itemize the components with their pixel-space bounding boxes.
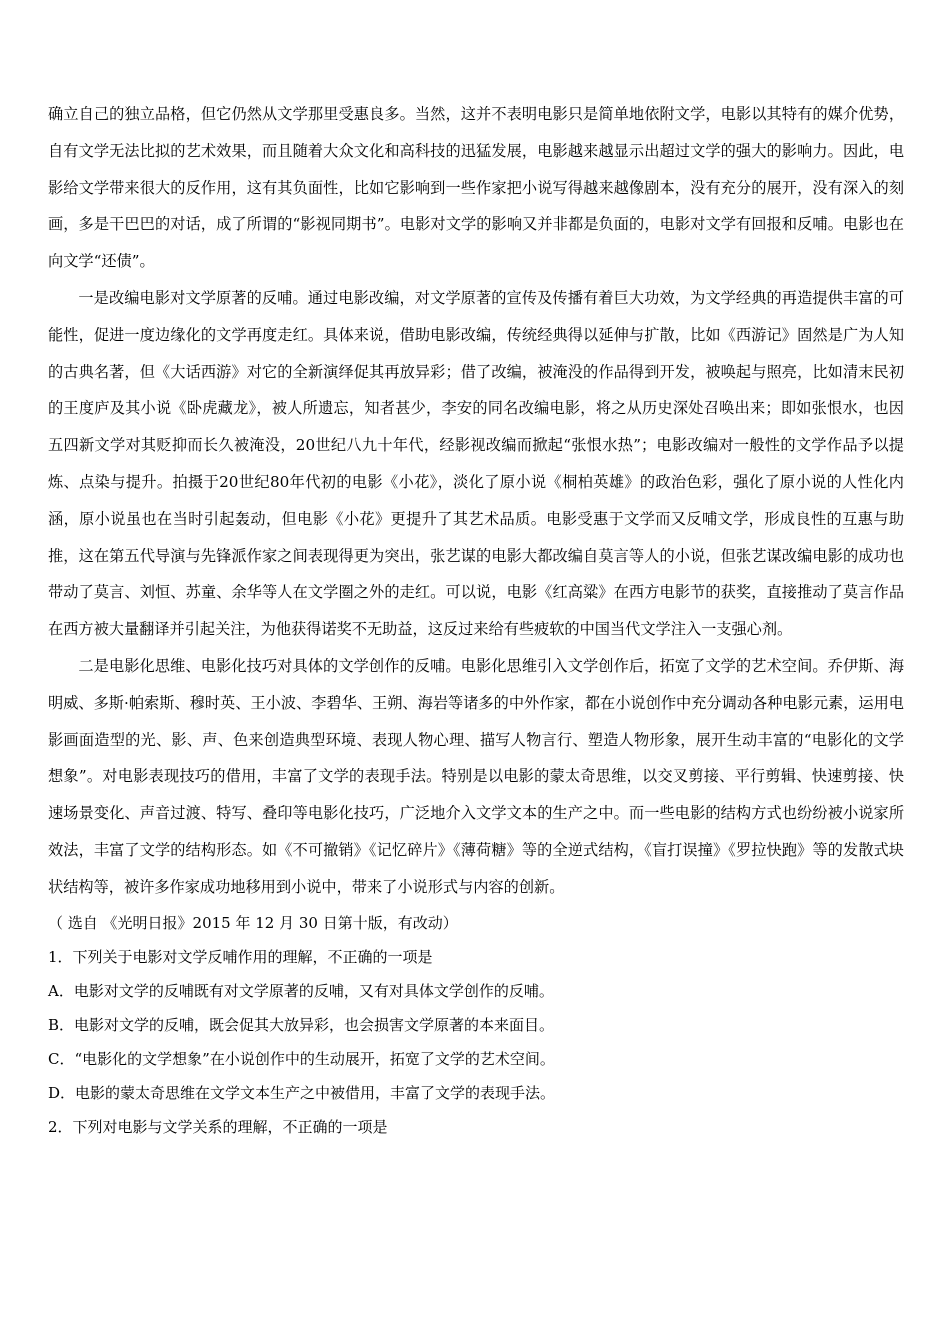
document-page (48, 96, 904, 1144)
question-1-option-d: D．电影的蒙太奇思维在文学文本生产之中被借用，丰富了文学的表现手法。 (48, 1083, 556, 1102)
question-1-option-a: A．电影对文学的反哺既有对文学原著的反哺，又有对具体文学创作的反哺。 (48, 981, 554, 1000)
article-paragraph-1: 确立自己的独立品格，但它仍然从文学那里受惠良多。当然，这并不表明电影只是简单地依附文学，电影以其特有的媒介优势，自有文学无法比拟的艺术效果，而且随着大众文化和高科技的迅猛发展，电影越来越显示出超过文学的强大的影响力。因此，电影给文学带来很大的反作用，这有其负面性，比如它影响到一些作家把小说写得越来越像剧本，没有充分的展开，没有深入的刻画，多是干巴巴的对话，成了所谓的“影视同期书”。电影对文学的影响又并非都是负面的，电影对文学有回报和反哺。电影也在向文学“还债”。 (48, 105, 904, 271)
question-1 (48, 940, 904, 1110)
question-2 (48, 1110, 904, 1144)
question-2-stem: 2．下列对电影与文学关系的理解，不正确的一项是 (48, 1117, 388, 1136)
article-paragraph-3: 二是电影化思维、电影化技巧对具体的文学创作的反哺。电影化思维引入文学创作后，拓宽了文学的艺术空间。乔伊斯、海明威、多斯·帕索斯、穆时英、王小波、李碧华、王朔、海岩等诸多的中外作家，都在小说创作中充分调动各种电影元素，运用电影画面造型的光、影、声、色来创造典型环境、表现人物心理、描写人物言行、塑造人物形象，展开生动丰富的“电影化的文学想象”。对电影表现技巧的借用，丰富了文学的表现手法。特别是以电影的蒙太奇思维，以交叉剪接、平行剪辑、快速剪接、快速场景变化、声音过渡、特写、叠印等电影化技巧，广泛地介入文学文本的生产之中。而一些电影的结构方式也纷纷被小说家所效法，丰富了文学的结构形态。如《不可撤销》《记忆碎片》《薄荷糖》等的全逆式结构，《盲打误撞》《罗拉快跑》等的发散式块状结构等，被许多作家成功地移用到小说中，带来了小说形式与内容的创新。 (48, 656, 904, 896)
question-1-stem: 1．下列关于电影对文学反哺作用的理解，不正确的一项是 (48, 947, 433, 966)
question-1-option-b: B．电影对文学的反哺，既会促其大放异彩，也会损害文学原著的本来面目。 (48, 1015, 555, 1034)
article-source: （ 选自 《光明日报》2015 年 12 月 30 日第十版，有改动） (48, 913, 458, 932)
question-1-option-c: C．“电影化的文学想象”在小说创作中的生动展开，拓宽了文学的艺术空间。 (48, 1049, 555, 1068)
article-paragraph-2: 一是改编电影对文学原著的反哺。通过电影改编，对文学原著的宣传及传播有着巨大功效，为文学经典的再造提供丰富的可能性，促进一度边缘化的文学再度走红。具体来说，借助电影改编，传统经典得以延伸与扩散，比如《西游记》固然是广为人知的古典名著，但《大话西游》对它的全新演绎促其再放异彩；借了改编，被淹没的作品得到开发，被唤起与照亮，比如清末民初的王度庐及其小说《卧虎藏龙》，被人所遗忘，知者甚少，李安的同名改编电影，将之从历史深处召唤出来；即如张恨水，也因五四新文学对其贬抑而长久被淹没，20世纪八九十年代，经影视改编而掀起“张恨水热”；电影改编对一般性的文学作品予以提炼、点染与提升。拍摄于20世纪80年代初的电影《小花》，淡化了原小说《桐柏英雄》的政治色彩，强化了原小说的人性化内涵，原小说虽也在当时引起轰动，但电影《小花》更提升了其艺术品质。电影受惠于文学而又反哺文学，形成良性的互惠与助推，这在第五代导演与先锋派作家之间表现得更为突出，张艺谋的电影大都改编自莫言等人的小说，但张艺谋改编电影的成功也带动了莫言、刘恒、苏童、余华等人在文学圈之外的走红。可以说，电影《红高粱》在西方电影节的获奖，直接推动了莫言作品在西方被大量翻译并引起关注，为他获得诺奖不无助益，这反过来给有些疲软的中国当代文学注入一支强心剂。 (48, 288, 904, 639)
